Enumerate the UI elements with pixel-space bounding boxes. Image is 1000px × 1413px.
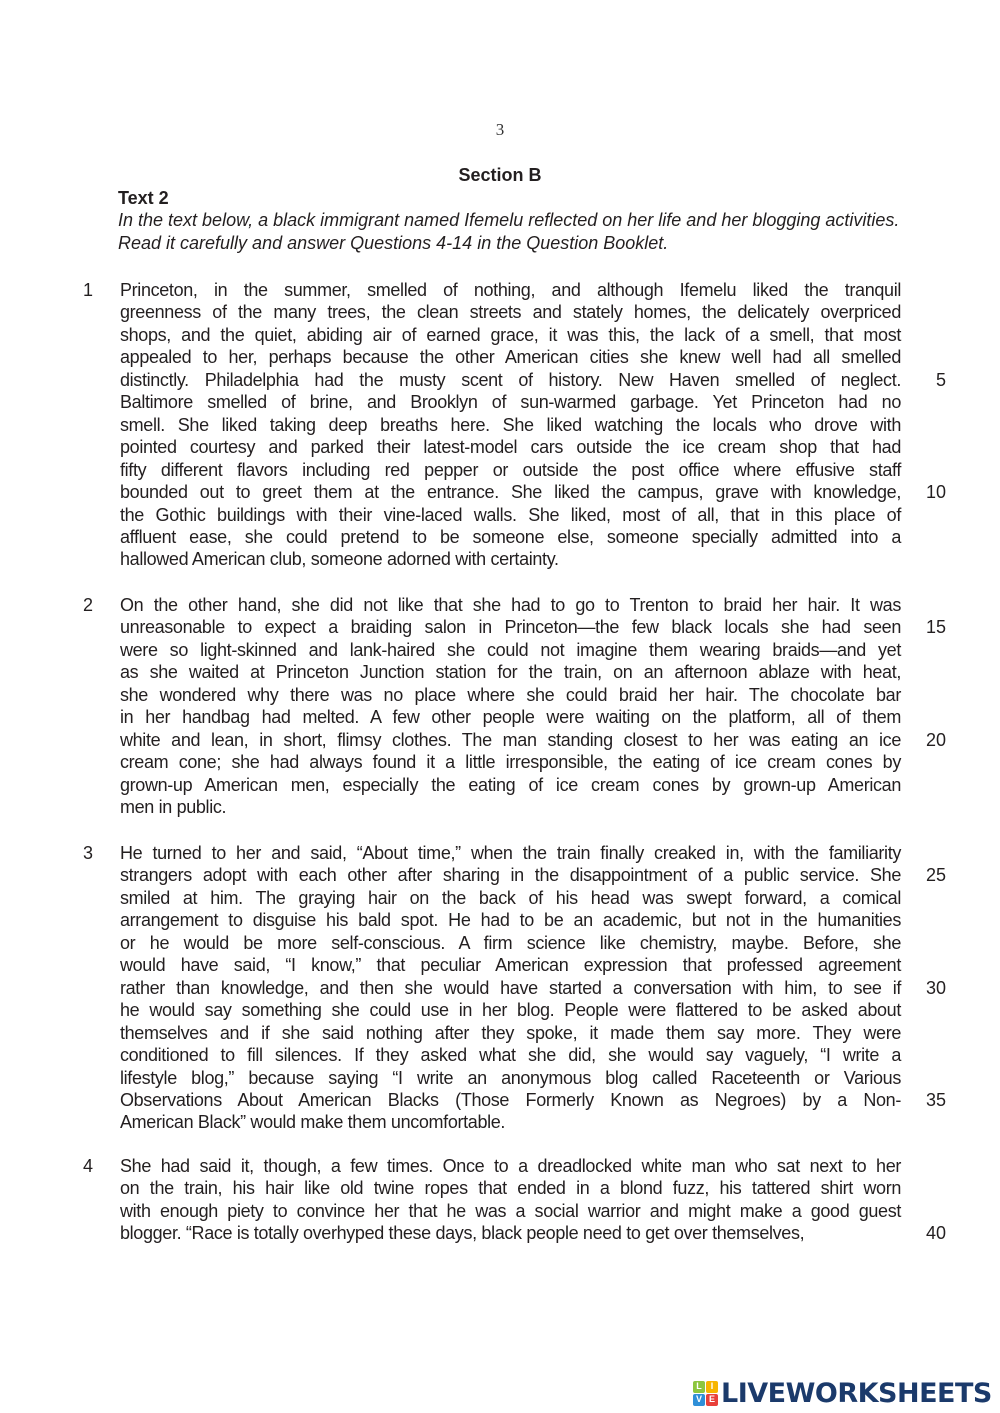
passage-line: blogger. “Race is totally overhyped these days, black people need to get over themselves, bbox=[120, 1223, 805, 1244]
passage-line: pointed courtesy and parked their latest-model cars outside the ice cream shop that had bbox=[120, 437, 901, 458]
paragraph-number: 4 bbox=[83, 1156, 94, 1176]
passage-line: She had said it, though, a few times. Once to a dreadlocked white man who sat next to her bbox=[120, 1156, 901, 1176]
passage-line: grown-up American men, especially the eating of ice cream cones by grown-up American bbox=[120, 774, 901, 795]
liveworksheets-logo bbox=[693, 1378, 992, 1408]
passage-line: Baltimore smelled of brine, and Brooklyn of sun-warmed garbage. Yet Princeton had no bbox=[120, 392, 901, 413]
passage-line: distinctly. Philadelphia had the musty scent of history. New Haven smelled of neglect. bbox=[120, 369, 901, 390]
logo-text: LIVEWORKSHEETS bbox=[721, 1377, 992, 1409]
logo-cube: L bbox=[693, 1381, 705, 1393]
passage-line: the Gothic buildings with their vine-laced walls. She liked, most of all, that in this place of bbox=[120, 504, 901, 525]
passage-line: shops, and the quiet, abiding air of earned grace, it was this, the lack of a smell, that most bbox=[120, 324, 901, 345]
passage-line: she wondered why there was no place where she could braid her hair. The chocolate bar bbox=[120, 684, 901, 705]
passage-line: smiled at him. The graying hair on the back of his head was swept forward, a comical bbox=[120, 887, 901, 908]
line-number: 25 bbox=[925, 865, 946, 886]
passage-line: lifestyle blog,” because saying “I write an anonymous blog called Raceteenth or Various bbox=[120, 1067, 901, 1088]
passage-line: were so light-skinned and lank-haired she could not imagine them wearing braids—and yet bbox=[120, 639, 901, 660]
passage-line: would have said, “I know,” that peculiar American expression that professed agreement bbox=[120, 955, 901, 976]
passage-line: with enough piety to convince her that he was a social warrior and might make a good guest bbox=[120, 1200, 901, 1221]
passage-line: he would say something she could use in her blog. People were flattered to be asked about bbox=[120, 1000, 901, 1021]
line-number: 35 bbox=[925, 1089, 946, 1110]
passage-line: arrangement to disguise his bald spot. He had to be an academic, but not in the humanities bbox=[120, 910, 901, 931]
logo-cube: E bbox=[706, 1394, 718, 1406]
paragraph-number: 1 bbox=[83, 280, 94, 300]
passage-line: men in public. bbox=[120, 797, 227, 818]
passage-line: appealed to her, perhaps because the other American cities she knew well had all smelled bbox=[120, 347, 901, 368]
line-number: 40 bbox=[925, 1223, 946, 1244]
line-number: 30 bbox=[925, 977, 946, 998]
section-title: Section B bbox=[458, 165, 542, 185]
passage-line: white and lean, in short, flimsy clothes. The man standing closest to her was eating an ice bbox=[120, 729, 901, 750]
passage-line: hallowed American club, someone adorned with certainty. bbox=[120, 549, 559, 570]
passage-line: bounded out to greet them at the entrance. She liked the campus, grave with knowledge, bbox=[120, 482, 901, 503]
passage-line: conditioned to fill silences. If they asked what she did, she would say vaguely, “I write a bbox=[120, 1045, 901, 1066]
logo-cube: I bbox=[706, 1381, 718, 1393]
passage-line: strangers adopt with each other after sharing in the disappointment of a public service. She bbox=[120, 865, 901, 886]
passage-line: unreasonable to expect a braiding salon in Princeton—the few black locals she had seen bbox=[120, 617, 901, 638]
passage-line: On the other hand, she did not like that she had to go to Trenton to braid her hair. It was bbox=[120, 595, 901, 615]
logo-cubes-icon bbox=[693, 1381, 718, 1406]
logo-cube: V bbox=[693, 1394, 705, 1406]
page-number: 3 bbox=[495, 120, 505, 139]
passage-line: Princeton, in the summer, smelled of nothing, and although Ifemelu liked the tranquil bbox=[120, 280, 901, 300]
paragraph-number: 3 bbox=[83, 843, 94, 863]
passage-line: Observations About American Blacks (Those Formerly Known as Negroes) by a Non- bbox=[120, 1089, 901, 1110]
passage-line: in her handbag had melted. A few other people were waiting on the platform, all of them bbox=[120, 707, 901, 728]
passage-line: affluent ease, she could pretend to be someone else, someone specially admitted into a bbox=[120, 526, 901, 547]
passage-line: as she waited at Princeton Junction station for the train, on an afternoon ablaze with heat, bbox=[120, 662, 901, 683]
passage-line: themselves and if she said nothing after they spoke, it made them say more. They were bbox=[120, 1022, 901, 1043]
passage-line: smell. She liked taking deep breaths here. She liked watching the locals who drove with bbox=[120, 414, 901, 435]
passage-line: or he would be more self-conscious. A firm science like chemistry, maybe. Before, she bbox=[120, 932, 901, 953]
line-number: 5 bbox=[935, 369, 946, 390]
passage-line: cream cone; she had always found it a little irresponsible, the eating of ice cream cones by bbox=[120, 752, 901, 773]
passage-line: greenness of the many trees, the clean streets and stately homes, the delicately overpriced bbox=[120, 302, 901, 323]
passage-line: rather than knowledge, and then she would have started a conversation with him, to see if bbox=[120, 977, 901, 998]
line-number: 15 bbox=[925, 617, 946, 638]
intro-instructions: In the text below, a black immigrant named Ifemelu reflected on her life and her blogging activities. Read it carefully and answer Questions 4-14 in the Question Booklet. bbox=[118, 210, 900, 253]
passage-line: fifty different flavors including red pepper or outside the post office where effusive staff bbox=[120, 459, 901, 480]
text-title: Text 2 bbox=[118, 188, 169, 208]
paragraph-number: 2 bbox=[83, 595, 94, 615]
line-number: 10 bbox=[925, 482, 946, 503]
line-number: 20 bbox=[925, 729, 946, 750]
passage-line: He turned to her and said, “About time,” when the train finally creaked in, with the familiarity bbox=[120, 843, 901, 863]
passage-line: American Black” would make them uncomfortable. bbox=[120, 1112, 506, 1133]
passage-line: on the train, his hair like old twine ropes that ended in a blond fuzz, his tattered shirt worn bbox=[120, 1178, 901, 1199]
